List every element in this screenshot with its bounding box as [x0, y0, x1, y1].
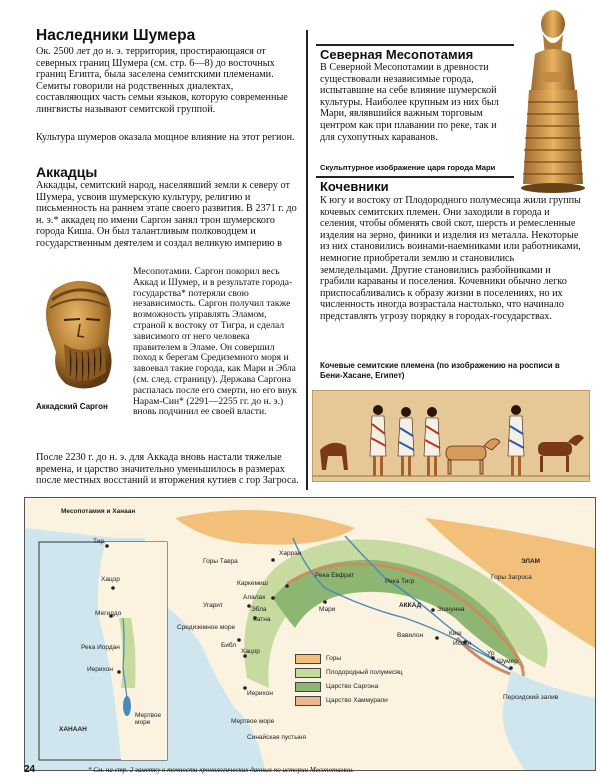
akkadians-paragraph: Аккадцы, семитский народ, населявший земли к северу от Шумера, усвоив шумерскую культуру, религию и письменность на раннем этапе своего развития. В 2371 г. до н. э.* аккадец по имени Саргон занял трон шумерского города Киша. Он был талантливым полководцем и государственным деятелем и создал великую империю в — [36, 180, 297, 249]
legend-item-hammurabi-kingdom: Царство Хаммурапи — [295, 696, 388, 705]
sargon-caption: Аккадский Саргон — [36, 402, 108, 411]
section-title-heirs: Наследники Шумера — [36, 27, 196, 44]
map-label-alalakh: Алалах — [243, 594, 266, 601]
map-inset-title: Месопотамия и Ханаан — [61, 508, 136, 515]
map-label-harran: Харран — [279, 550, 302, 557]
divider-rule — [316, 44, 514, 46]
nomads-image-caption: Кочевые семитские племена (по изображению на росписи в Бени-Хасане, Египет) — [320, 361, 560, 380]
map-label-dead-sea-inset: Мертвое море — [135, 712, 162, 726]
map-label-taurus: Горы Тавра — [203, 558, 238, 565]
heirs-paragraph-2: Культура шумеров оказала мощное влияние на этот регион. — [36, 132, 295, 143]
nomads-mural-image — [312, 390, 590, 482]
footnote: * См. на стр. 2 заметку о точности хронологических данных по истории Месопотамии. — [88, 766, 354, 774]
map-label-megiddo: Мегиддо — [95, 610, 122, 617]
section-title-nomads: Кочевники — [320, 179, 389, 194]
akkadians-paragraph-end: После 2230 г. до н. э. для Аккада вновь настали тяжелые времена, и царство значительно уменьшилось в размерах после местных восстаний и вторжения кутиев с гор Загроса. — [36, 452, 299, 487]
section-title-north-mesopotamia: Северная Месопотамия — [320, 47, 474, 62]
map-label-gulf: Персидский залив — [503, 694, 559, 701]
page-number: 24 — [24, 764, 36, 775]
map-label-zagros: Горы Загроса — [491, 574, 532, 581]
north-mesopotamia-paragraph: В Северной Месопотамии в древности существовали независимые города, испытавшие на себе влияние шумерской культуры. Наиболее крупным из них был Мари, являвшийся важным торговым центром как при плавании по реке, так и для сухопутных караванов. — [320, 62, 499, 143]
map-label-carchemish: Каркемиш — [237, 580, 268, 587]
legend-swatch — [295, 668, 321, 678]
legend-swatch — [295, 696, 321, 706]
legend-item-mountains: Горы — [295, 654, 341, 663]
sargon-head-image — [24, 272, 124, 394]
map-label-hazor-inset: Хацор — [101, 576, 120, 583]
map-label-ugarit: Угарит — [203, 602, 223, 609]
heirs-paragraph: Ок. 2500 лет до н. э. территория, простирающаяся от северных границ Шумера (см. стр. 6—8) до восточных границ Египта, была заселена семитскими племенами. Семиты говорили на родственных диалектах, составляющих часть семьи языков, которую современные лингвисты называют семитской группой. — [36, 46, 288, 115]
map-label-ebla: Эбла — [251, 606, 267, 613]
legend-swatch — [295, 682, 321, 692]
map-label-isin: Иссин — [453, 640, 472, 647]
nomads-paragraph: К югу и востоку от Плодородного полумесяца жили группы кочевых семитских племен. Они заходили в города и селения, чтобы обменять свой скот, шерсть и ремесленные изделия на зерно, финики и изделия из металла. Некоторые из них становились воинами-наемниками или работниками, немногие приобретали землю и становились земледельцами. Другие становились разбойниками и грабили караваны и поселения. Кочевники обычно легко приспосабливались к образу жизни в поселениях, но их численность иногда возрастала настолько, что начинало представлять угрозу порядку в городах-государствах. — [320, 195, 581, 322]
column-divider — [306, 30, 308, 490]
map-label-mari: Мари — [319, 606, 336, 613]
section-title-akkadians: Аккадцы — [36, 164, 98, 180]
map-label-babylon: Вавилон — [397, 632, 424, 639]
map-label-hazor: Хацор — [241, 648, 260, 655]
map-label-sumer: Шумер — [497, 658, 518, 665]
map-label-kish: Киш — [449, 630, 462, 637]
map — [24, 497, 596, 771]
map-label-jordan: Река Иордан — [81, 644, 120, 651]
mari-king-statue-image — [513, 6, 591, 196]
map-label-qatna: Катна — [253, 616, 271, 623]
map-label-euphrates: Река Евфрат — [315, 572, 355, 579]
map-label-byblos: Библ — [221, 642, 237, 649]
mari-statue-caption: Скульптурное изображение царя города Мари — [320, 163, 496, 172]
legend-item-fertile-crescent: Плодородный полумесяц — [295, 668, 403, 677]
map-label-tigris: Река Тигр — [385, 578, 415, 585]
map-label-jericho-inset: Иерихон — [87, 666, 113, 673]
map-label-jericho: Иерихон — [247, 690, 273, 697]
legend-item-sargon-kingdom: Царство Саргона — [295, 682, 378, 691]
akkadians-wrap-paragraph: Месопотамии. Саргон покорил весь Аккад и Шумер, и в результате города-государства* потеряли свою независимость. Саргон получил также возможность управлять Эламом, страной к востоку от Тигра, и сделал зависимого от него человека правителем в Эламе. Он совершил поход к берегам Средиземного моря и завоевал такие города, как Мари и Эбла (см. след. страницу). Держава Саргона распалась после его смерти, но его внук Нарам-Син* (2291—2255 гг. до н. э.) вновь подчинил ее своей власти. — [133, 266, 297, 418]
map-label-med-sea: Средиземное море — [177, 624, 236, 631]
map-label-ur: Ур — [487, 650, 495, 657]
map-label-tyre: Тир — [93, 538, 104, 545]
map-label-sinai: Синайская пустыня — [247, 734, 307, 741]
map-label-dead-sea: Мертвое море — [231, 718, 275, 725]
divider-rule — [316, 176, 514, 178]
legend-swatch — [295, 654, 321, 664]
map-label-canaan: ХАНААН — [59, 726, 87, 733]
map-label-elam: ЭЛАМ — [521, 558, 541, 565]
map-legend — [295, 654, 445, 710]
map-label-eshnunna: Эшнунна — [437, 606, 465, 613]
map-label-akkad: АККАД — [399, 602, 422, 609]
